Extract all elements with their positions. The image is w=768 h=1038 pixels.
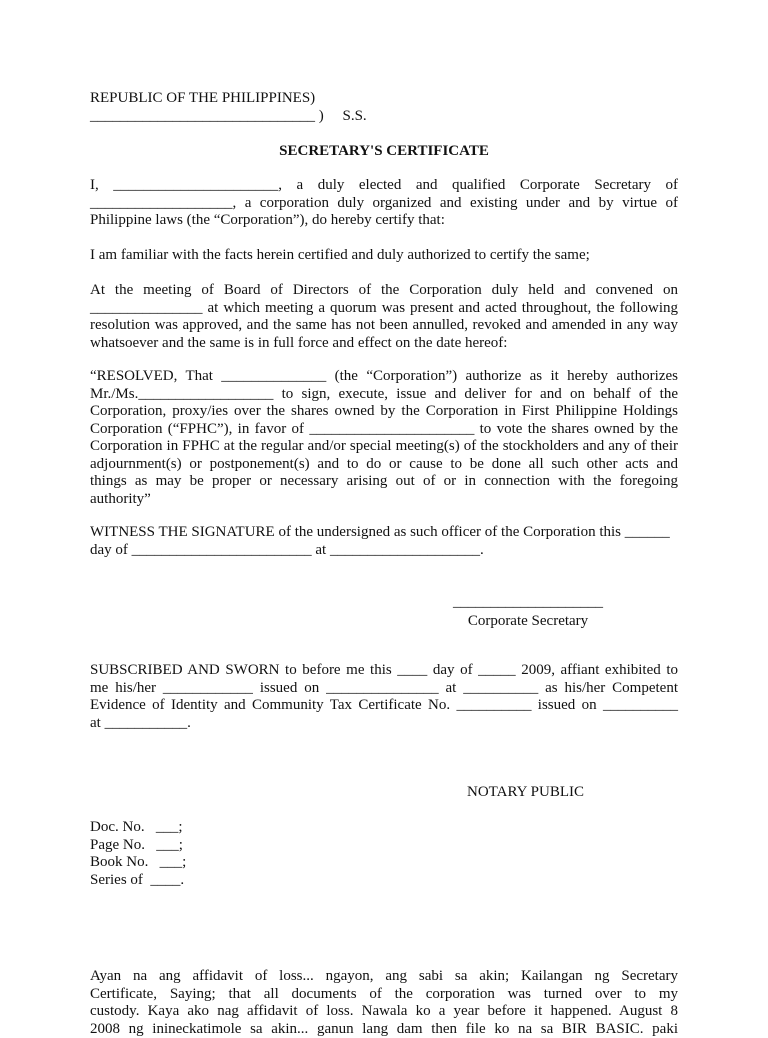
resolved-line: things as may be proper or necessary arising out of or in connection with the foregoing — [90, 473, 678, 491]
intro-line: ___________________, a corporation duly organized and existing under and by virtue of — [90, 195, 678, 213]
note-line: 2008 ng inineckatimole sa akin... ganun lang dam then file ko na sa BIR BASIC. paki — [90, 1021, 678, 1038]
intro-line: I, ______________________, a duly elected and qualified Corporate Secretary of — [90, 177, 678, 195]
intro-paragraph — [90, 177, 678, 230]
witness-paragraph — [90, 524, 678, 559]
resolved-line: adjournment(s) or postponement(s) and to do or cause to be done all such other acts and — [90, 456, 678, 474]
resolved-line: “RESOLVED, That ______________ (the “Corporation”) authorize as it hereby authorizes — [90, 368, 678, 386]
meeting-line: _______________ at which meeting a quorum was present and acted throughout, the following — [90, 300, 678, 318]
witness-line: day of ________________________ at ____________________. — [90, 542, 678, 560]
resolved-line: Mr./Ms.__________________ to sign, execute, issue and deliver for and on behalf of the — [90, 386, 678, 404]
venue-header — [90, 90, 678, 125]
note-line: custody. Kaya ako nag affidavit of loss. Nawala ko a year before it happened. August 8 — [90, 1003, 678, 1021]
subscribed-line: SUBSCRIBED AND SWORN to before me this ____ day of _____ 2009, affiant exhibited to — [90, 662, 678, 680]
doc-refs — [90, 819, 678, 889]
notary-public-label: NOTARY PUBLIC — [467, 784, 627, 802]
resolved-line: authority” — [90, 491, 678, 509]
ss-line: ______________________________ ) S.S. — [90, 108, 678, 126]
resolved-line: Corporation in FPHC at the regular and/or special meeting(s) of the stockholders and any of their — [90, 438, 678, 456]
signature-block — [452, 594, 604, 630]
note-paragraph — [90, 968, 678, 1038]
meeting-paragraph — [90, 282, 678, 352]
subscribed-line: at ___________. — [90, 715, 678, 733]
witness-line: WITNESS THE SIGNATURE of the undersigned as such officer of the Corporation this ______ — [90, 524, 678, 542]
page-no-line: Page No. ___; — [90, 837, 678, 855]
meeting-line: resolution was approved, and the same has not been annulled, revoked and amended in any way — [90, 317, 678, 335]
meeting-line: whatsoever and the same is in full force and effect on the date hereof: — [90, 335, 678, 353]
book-no-line: Book No. ___; — [90, 854, 678, 872]
note-line: Ayan na ang affidavit of loss... ngayon, ang sabi sa akin; Kailangan ng Secretary — [90, 968, 678, 986]
meeting-line: At the meeting of Board of Directors of the Corporation duly held and convened on — [90, 282, 678, 300]
subscribed-paragraph — [90, 662, 678, 732]
signature-line: ____________________ — [452, 594, 604, 612]
doc-no-line: Doc. No. ___; — [90, 819, 678, 837]
signature-label: Corporate Secretary — [452, 613, 604, 631]
familiar-paragraph: I am familiar with the facts herein certified and duly authorized to certify the same; — [90, 247, 678, 265]
series-line: Series of ____. — [90, 872, 678, 890]
republic-line: REPUBLIC OF THE PHILIPPINES) — [90, 90, 678, 108]
document-title: SECRETARY'S CERTIFICATE — [90, 143, 678, 161]
subscribed-line: Evidence of Identity and Community Tax Certificate No. __________ issued on __________ — [90, 697, 678, 715]
subscribed-line: me his/her ____________ issued on _______________ at __________ as his/her Competent — [90, 680, 678, 698]
intro-line: Philippine laws (the “Corporation”), do hereby certify that: — [90, 212, 678, 230]
note-line: Certificate, Saying; that all documents of the corporation was turned over to my — [90, 986, 678, 1004]
resolved-line: Corporation (“FPHC”), in favor of ______________________ to vote the shares owned by the — [90, 421, 678, 439]
resolved-paragraph — [90, 368, 678, 508]
resolved-line: Corporation, proxy/ies over the shares owned by the Corporation in First Philippine Holdings — [90, 403, 678, 421]
